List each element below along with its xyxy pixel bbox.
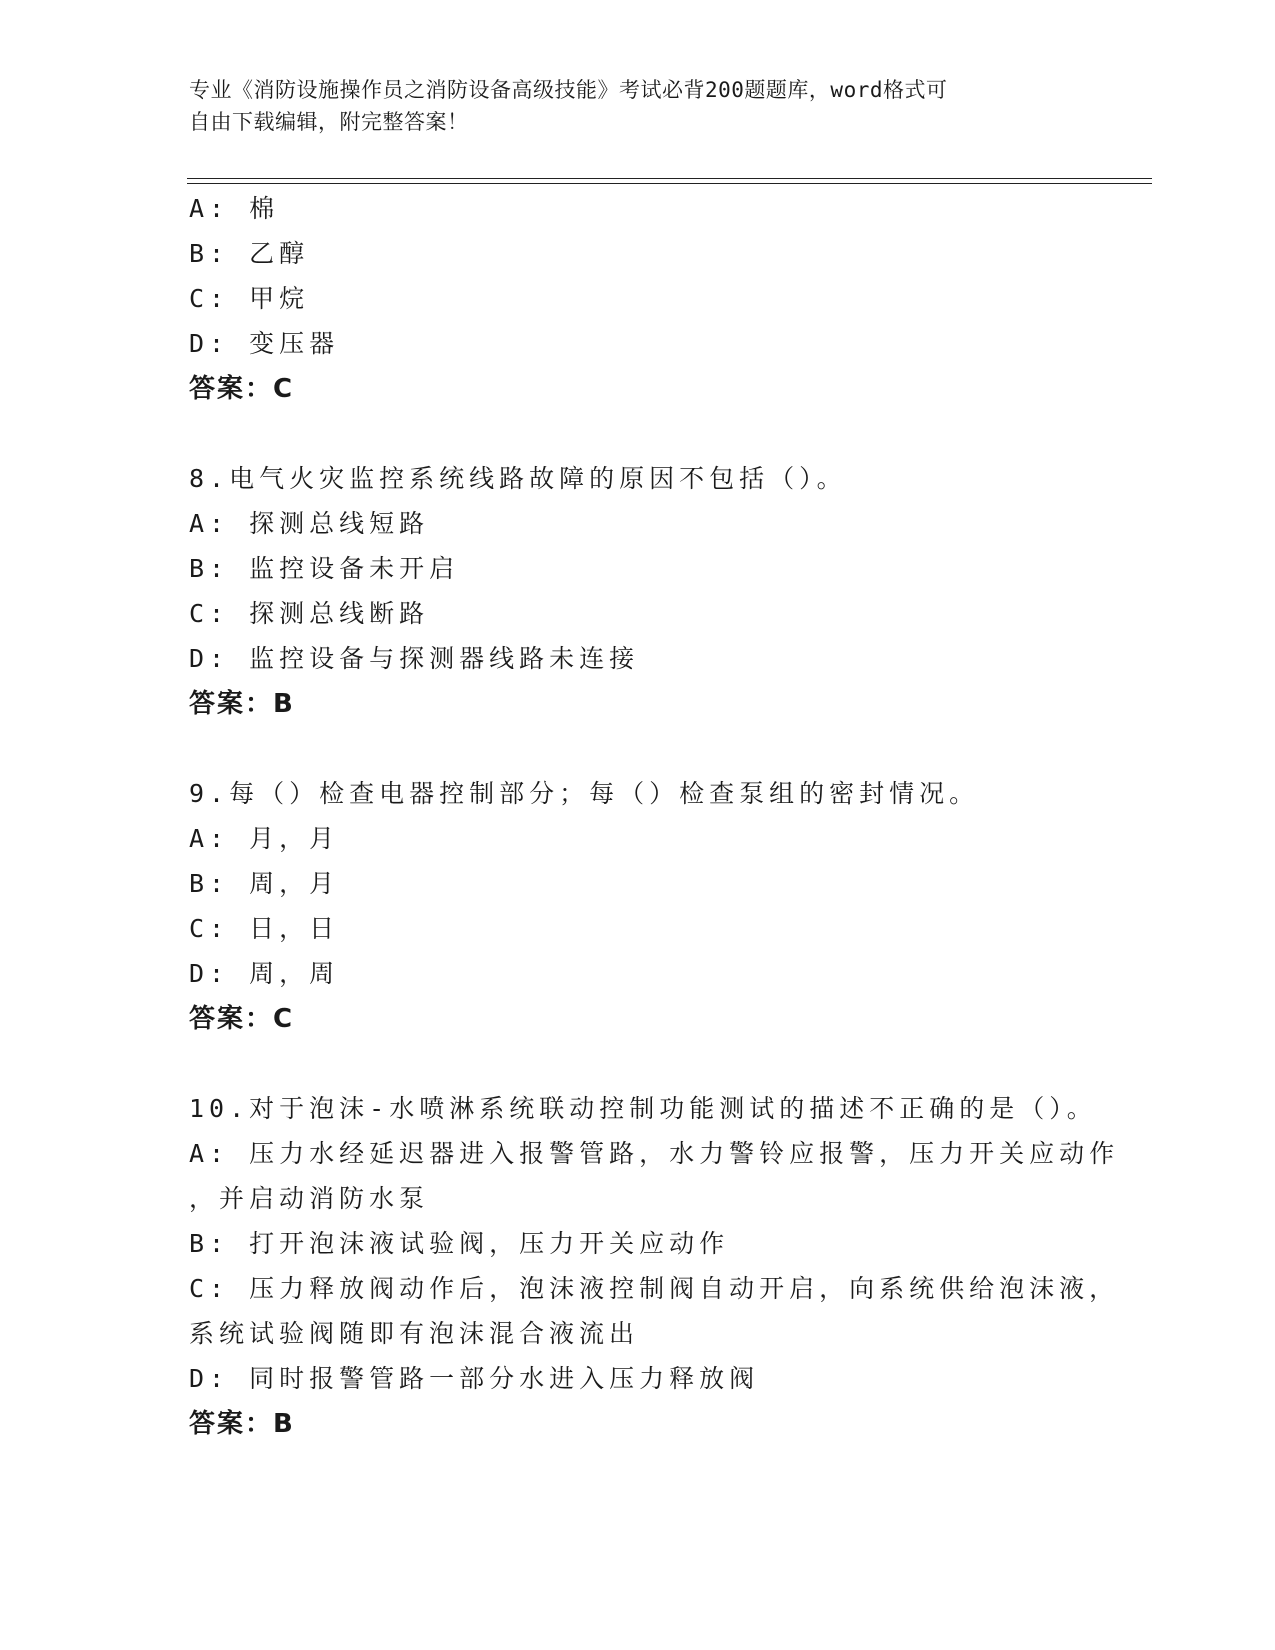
q7-option-d: D: 变压器 <box>189 329 340 358</box>
document-header <box>189 74 1069 138</box>
q7-option-a: A: 棉 <box>189 194 280 223</box>
q9-option-d: D: 周，周 <box>189 959 340 988</box>
q10-option-c-line-1: C: 压力释放阀动作后，泡沫液控制阀自动开启，向系统供给泡沫液， <box>189 1274 1120 1303</box>
q10-option-b: B: 打开泡沫液试验阀，压力开关应动作 <box>189 1229 730 1258</box>
q8-option-b: B: 监控设备未开启 <box>189 554 460 583</box>
q9-option-a: A: 月，月 <box>189 824 340 853</box>
q10-option-c-line-2: 系统试验阀随即有泡沫混合液流出 <box>189 1319 640 1348</box>
q8-answer: 答案：B <box>189 689 295 719</box>
q9-stem: 9.每（）检查电器控制部分；每（）检查泵组的密封情况。 <box>189 779 980 808</box>
header-divider-top <box>187 178 1152 179</box>
q7-option-c: C: 甲烷 <box>189 284 310 313</box>
q9-option-b: B: 周，月 <box>189 869 340 898</box>
q8-option-d: D: 监控设备与探测器线路未连接 <box>189 644 640 673</box>
q10-option-a-line-1: A: 压力水经延迟器进入报警管路，水力警铃应报警，压力开关应动作 <box>189 1139 1120 1168</box>
q10-stem: 10.对于泡沫-水喷淋系统联动控制功能测试的描述不正确的是（）。 <box>189 1094 1097 1123</box>
q7-option-b: B: 乙醇 <box>189 239 310 268</box>
q10-option-a-line-2: ，并启动消防水泵 <box>189 1184 430 1213</box>
header-line-2: 自由下载编辑，附完整答案！ <box>189 110 469 134</box>
q7-answer: 答案：C <box>189 374 295 404</box>
q9-answer: 答案：C <box>189 1004 295 1034</box>
q10-answer: 答案：B <box>189 1409 295 1439</box>
header-line-1: 专业《消防设施操作员之消防设备高级技能》考试必背200题题库，word格式可 <box>189 78 948 102</box>
q8-stem: 8.电气火灾监控系统线路故障的原因不包括（）。 <box>189 464 847 493</box>
q8-option-c: C: 探测总线断路 <box>189 599 430 628</box>
q8-option-a: A: 探测总线短路 <box>189 509 430 538</box>
header-divider-bottom <box>187 183 1152 184</box>
q9-option-c: C: 日，日 <box>189 914 340 943</box>
q10-option-d: D: 同时报警管路一部分水进入压力释放阀 <box>189 1364 760 1393</box>
